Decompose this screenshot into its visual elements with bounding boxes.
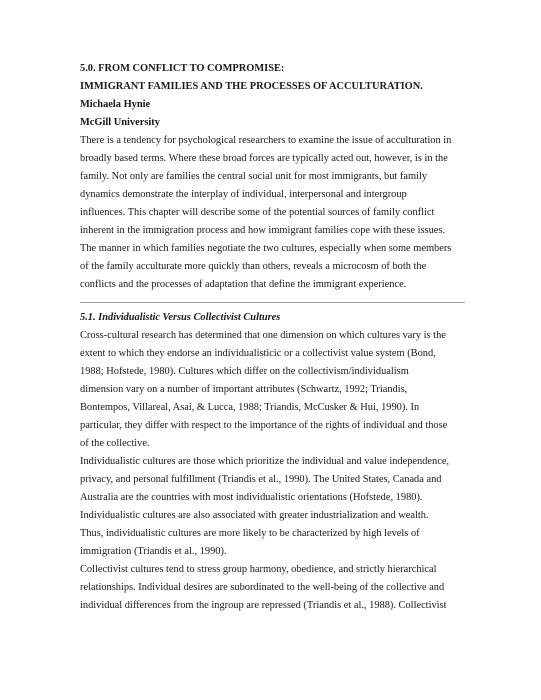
paragraph-line: relationships. Individual desires are subordinated to the well-being of the collective and [80, 582, 445, 593]
paragraph-line: extent to which they endorse an individualisticic or a collectivist value system (Bond, [80, 348, 436, 359]
paragraph-line: Thus, individualistic cultures are more likely to be characterized by high levels of [80, 528, 420, 539]
intro-line: The manner in which families negotiate the two cultures, especially when some members [80, 243, 452, 254]
section-paragraph-3 [80, 561, 465, 615]
section-title: 5.1. Individualistic Versus Collectivist Cultures [80, 312, 281, 323]
author-affiliation: McGill University [80, 117, 160, 128]
paragraph-line: Bontempos, Villareal, Asai, & Lucca, 1988; Triandis, McCusker & Hui, 1990). In [80, 402, 420, 413]
intro-line: broadly based terms. Where these broad forces are typically acted out, however, is in the [80, 153, 448, 164]
intro-line: inherent in the immigration process and how immigrant families cope with these issues. [80, 225, 446, 236]
paragraph-line: 1988; Hofstede, 1980). Cultures which differ on the collectivism/individualism [80, 366, 409, 377]
paragraph-line: of the collective. [80, 438, 150, 449]
intro-line: family. Not only are families the central social unit for most immigrants, but family [80, 171, 428, 182]
paragraph-line: Collectivist cultures tend to stress group harmony, obedience, and strictly hierarchical [80, 564, 437, 575]
section-paragraph-1 [80, 327, 465, 453]
intro-line: There is a tendency for psychological researchers to examine the issue of acculturation in [80, 135, 452, 146]
intro-line: of the family acculturate more quickly than others, reveals a microcosm of both the [80, 261, 427, 272]
paragraph-line: Australia are the countries with most individualistic orientations (Hofstede, 1980). [80, 492, 423, 503]
paragraph-line: dimension vary on a number of important attributes (Schwartz, 1992; Triandis, [80, 384, 408, 395]
intro-line: influences. This chapter will describe some of the potential sources of family conflict [80, 207, 435, 218]
paragraph-line: Cross-cultural research has determined that one dimension on which cultures vary is the [80, 330, 446, 341]
paragraph-line: individual differences from the ingroup are repressed (Triandis et al., 1988). Collectivist [80, 600, 447, 611]
paragraph-line: particular, they differ with respect to the importance of the rights of individual and those [80, 420, 448, 431]
intro-paragraph [80, 132, 465, 294]
paragraph-line: privacy, and personal fulfillment (Triandis et al., 1990). The United States, Canada and [80, 474, 442, 485]
section-paragraph-2 [80, 453, 465, 561]
paragraph-line: Individualistic cultures are those which prioritize the individual and value independence, [80, 456, 450, 467]
intro-line: dynamics demonstrate the interplay of individual, interpersonal and intergroup [80, 189, 407, 200]
document-page [80, 60, 465, 615]
chapter-title-line-1: 5.0. FROM CONFLICT TO COMPROMISE: [80, 63, 285, 74]
chapter-title-line-2: IMMIGRANT FAMILIES AND THE PROCESSES OF ACCULTURATION. [80, 81, 423, 92]
paragraph-line: immigration (Triandis et al., 1990). [80, 546, 227, 557]
paragraph-line: Individualistic cultures are also associated with greater industrialization and wealth. [80, 510, 429, 521]
section-divider [80, 302, 465, 303]
intro-line: conflicts and the processes of adaptation that define the immigrant experience. [80, 279, 407, 290]
author-name: Michaela Hynie [80, 99, 151, 110]
